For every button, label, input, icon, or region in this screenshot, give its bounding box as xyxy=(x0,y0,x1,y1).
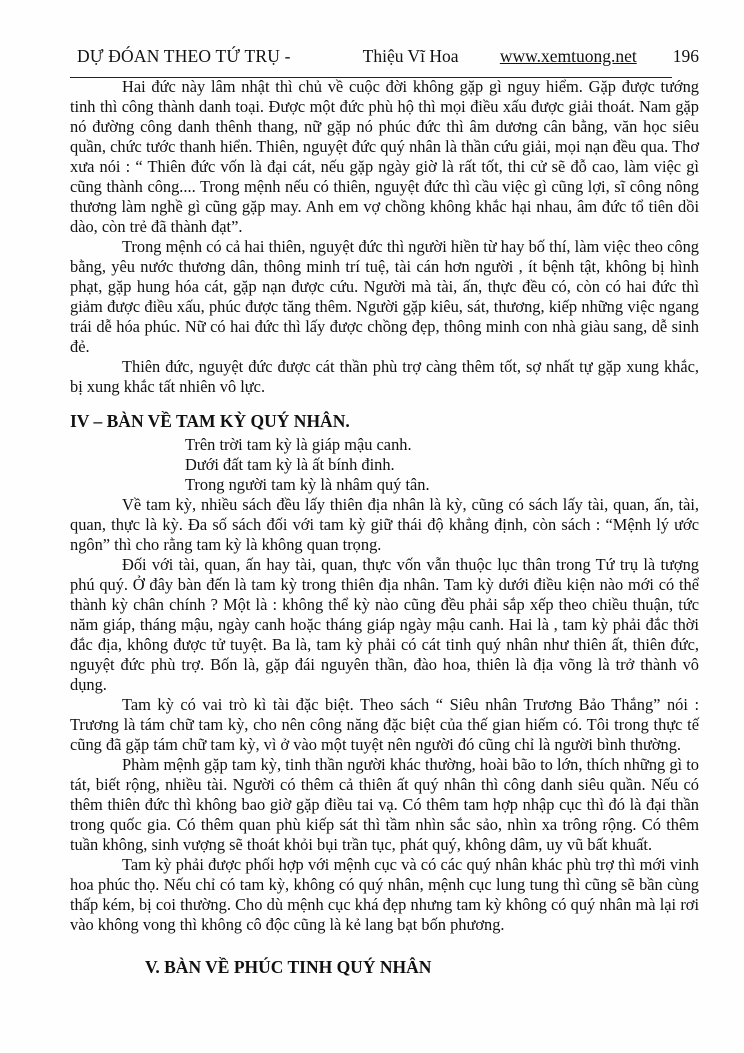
paragraph: Thiên đức, nguyệt đức được cát thần phù trợ càng thêm tốt, sợ nhất tự gặp xung khắc, bị xung khắc tất nhiên vô lực. xyxy=(70,357,699,396)
verse-line: Dưới đất tam kỳ là ất bính đinh. xyxy=(185,455,395,474)
page-header xyxy=(0,0,744,67)
author-name: Thiệu Vĩ Hoa xyxy=(362,46,459,66)
page-number: 196 xyxy=(672,46,699,66)
verse-line: Trên trời tam kỳ là giáp mậu canh. xyxy=(185,435,412,454)
header-divider xyxy=(70,77,672,78)
paragraph: Tam kỳ phải được phối hợp với mệnh cục và có các quý nhân khác phù trợ thì mới vinh hoa phúc thọ. Nếu chỉ có tam kỳ, không có quý nhân, mệnh cục lung tung thì cũng sẽ bần cùng thấp kém, bị coi thường. Cho dù mệnh cục khá đẹp nhưng tam kỳ không có quý nhân mà lại rơi vào không vong thì không cô độc cũng là kẻ lang bạt bốn phương. xyxy=(70,855,699,934)
paragraph: Phàm mệnh gặp tam kỳ, tinh thần người khác thường, hoài bão to lớn, thích những gì to tát, biết rộng, nhiều tài. Người có thêm cả thiên ất quý nhân thì công danh siêu quần. Nếu có thêm thiên đức thì không bao giờ gặp điều tai vạ. Có thêm tam hợp nhập cục thì đó là đại thần trong quốc gia. Có thêm quan phù kiếp sát thì tầm nhìn sắc sảo, nhìn xa trông rộng. Có thêm tuần không, sinh vượng sẽ thoát khỏi bụi trần tục, phát quý, không dâm, uy vũ bất khuất. xyxy=(70,755,699,854)
paragraph: Về tam kỳ, nhiều sách đều lấy thiên địa nhân là kỳ, cũng có sách lấy tài, quan, ấn, tài, quan, thực là kỳ. Đa số sách đối với tam kỳ giữ thái độ khẳng định, còn sách : “Mệnh lý ước ngôn” thì cho rằng tam kỳ là không quan trọng. xyxy=(70,495,699,554)
paragraph: Tam kỳ có vai trò kì tài đặc biệt. Theo sách “ Siêu nhân Trương Bảo Thắng” nói : Trương là tám chữ tam kỳ, cho nên công năng đặc biệt của thế gian hiếm có. Tôi trong thực tế cũng đã gặp tám chữ tam kỳ, vì ở vào một tuyệt nên người đó cũng chỉ là người bình thường. xyxy=(70,695,699,754)
page-body xyxy=(0,67,744,977)
paragraph: Trong mệnh có cả hai thiên, nguyệt đức thì người hiền từ hay bố thí, làm việc theo công bằng, yêu nước thương dân, thông minh trí tuệ, tài cán hơn người , ít bệnh tật, không bị hình phạt, gặp hung hóa cát, gặp nạn được cứu. Người mà tài, ấn, thực đều có, còn có hai đức thì giảm được điều xấu, phúc được tăng thêm. Người gặp kiêu, sát, thương, kiếp những việc ngang trái dễ hóa phúc. Nữ có hai đức thì lấy được chồng đẹp, thông minh con nhà giàu sang, dễ sinh đẻ. xyxy=(70,237,699,356)
section-v-heading: V. BÀN VỀ PHÚC TINH QUÝ NHÂN xyxy=(145,957,432,977)
section-iv-heading: IV – BÀN VỀ TAM KỲ QUÝ NHÂN. xyxy=(70,411,350,431)
book-title: DỰ ĐÓAN THEO TỨ TRỤ - xyxy=(77,46,291,66)
paragraph: Hai đức này lâm nhật thì chủ về cuộc đời không gặp gì nguy hiểm. Gặp được tướng tinh thì công thành danh toại. Được một đức phù hộ thì mọi điều xấu được giải thoát. Nam gặp nó đường công danh thênh thang, nữ gặp nó phúc đức thì âm dương cân bằng, văn học siêu quần, chức tước thanh hiển. Thiên, nguyệt đức quý nhân là thần cứu giải, mọi nạn đều qua. Thơ xưa nói : “ Thiên đức vốn là đại cát, nếu gặp ngày giờ là rất tốt, thi cử sẽ đỗ cao, làm việc gì cũng thành công.... Trong mệnh nếu có thiên, nguyệt đức thì cầu việc gì cũng lợi, sĩ công nông thương làm nghề gì cũng gặp may. Anh em vợ chồng không khắc hại nhau, âm đức tổ tiên dồi dào, còn trẻ đã thành đạt”. xyxy=(70,77,699,236)
paragraph: Đối với tài, quan, ấn hay tài, quan, thực vốn vẫn thuộc lục thân trong Tứ trụ là tượng phú quý. Ở đây bàn đến là tam kỳ trong thiên địa nhân. Tam kỳ dưới điều kiện nào mới có thể thành kỳ chân chính ? Một là : không thể kỳ nào cũng đều phải sắp xếp theo chiều thuận, tức năm giáp, tháng mậu, ngày canh hoặc tháng giáp ngày mậu canh. Hai là , tam kỳ phải đắc thời đắc địa, không được tử tuyệt. Ba là, tam kỳ phải có cát tinh quý nhân như thiên ất, thiên đức, nguyệt đức phù trợ. Bốn là, gặp đái nguyên thần, đào hoa, thiên là địa võng là trở thành vô dụng. xyxy=(70,555,699,694)
verse-line: Trong người tam kỳ là nhâm quý tân. xyxy=(185,475,430,494)
website-link[interactable]: www.xemtuong.net xyxy=(499,46,637,66)
